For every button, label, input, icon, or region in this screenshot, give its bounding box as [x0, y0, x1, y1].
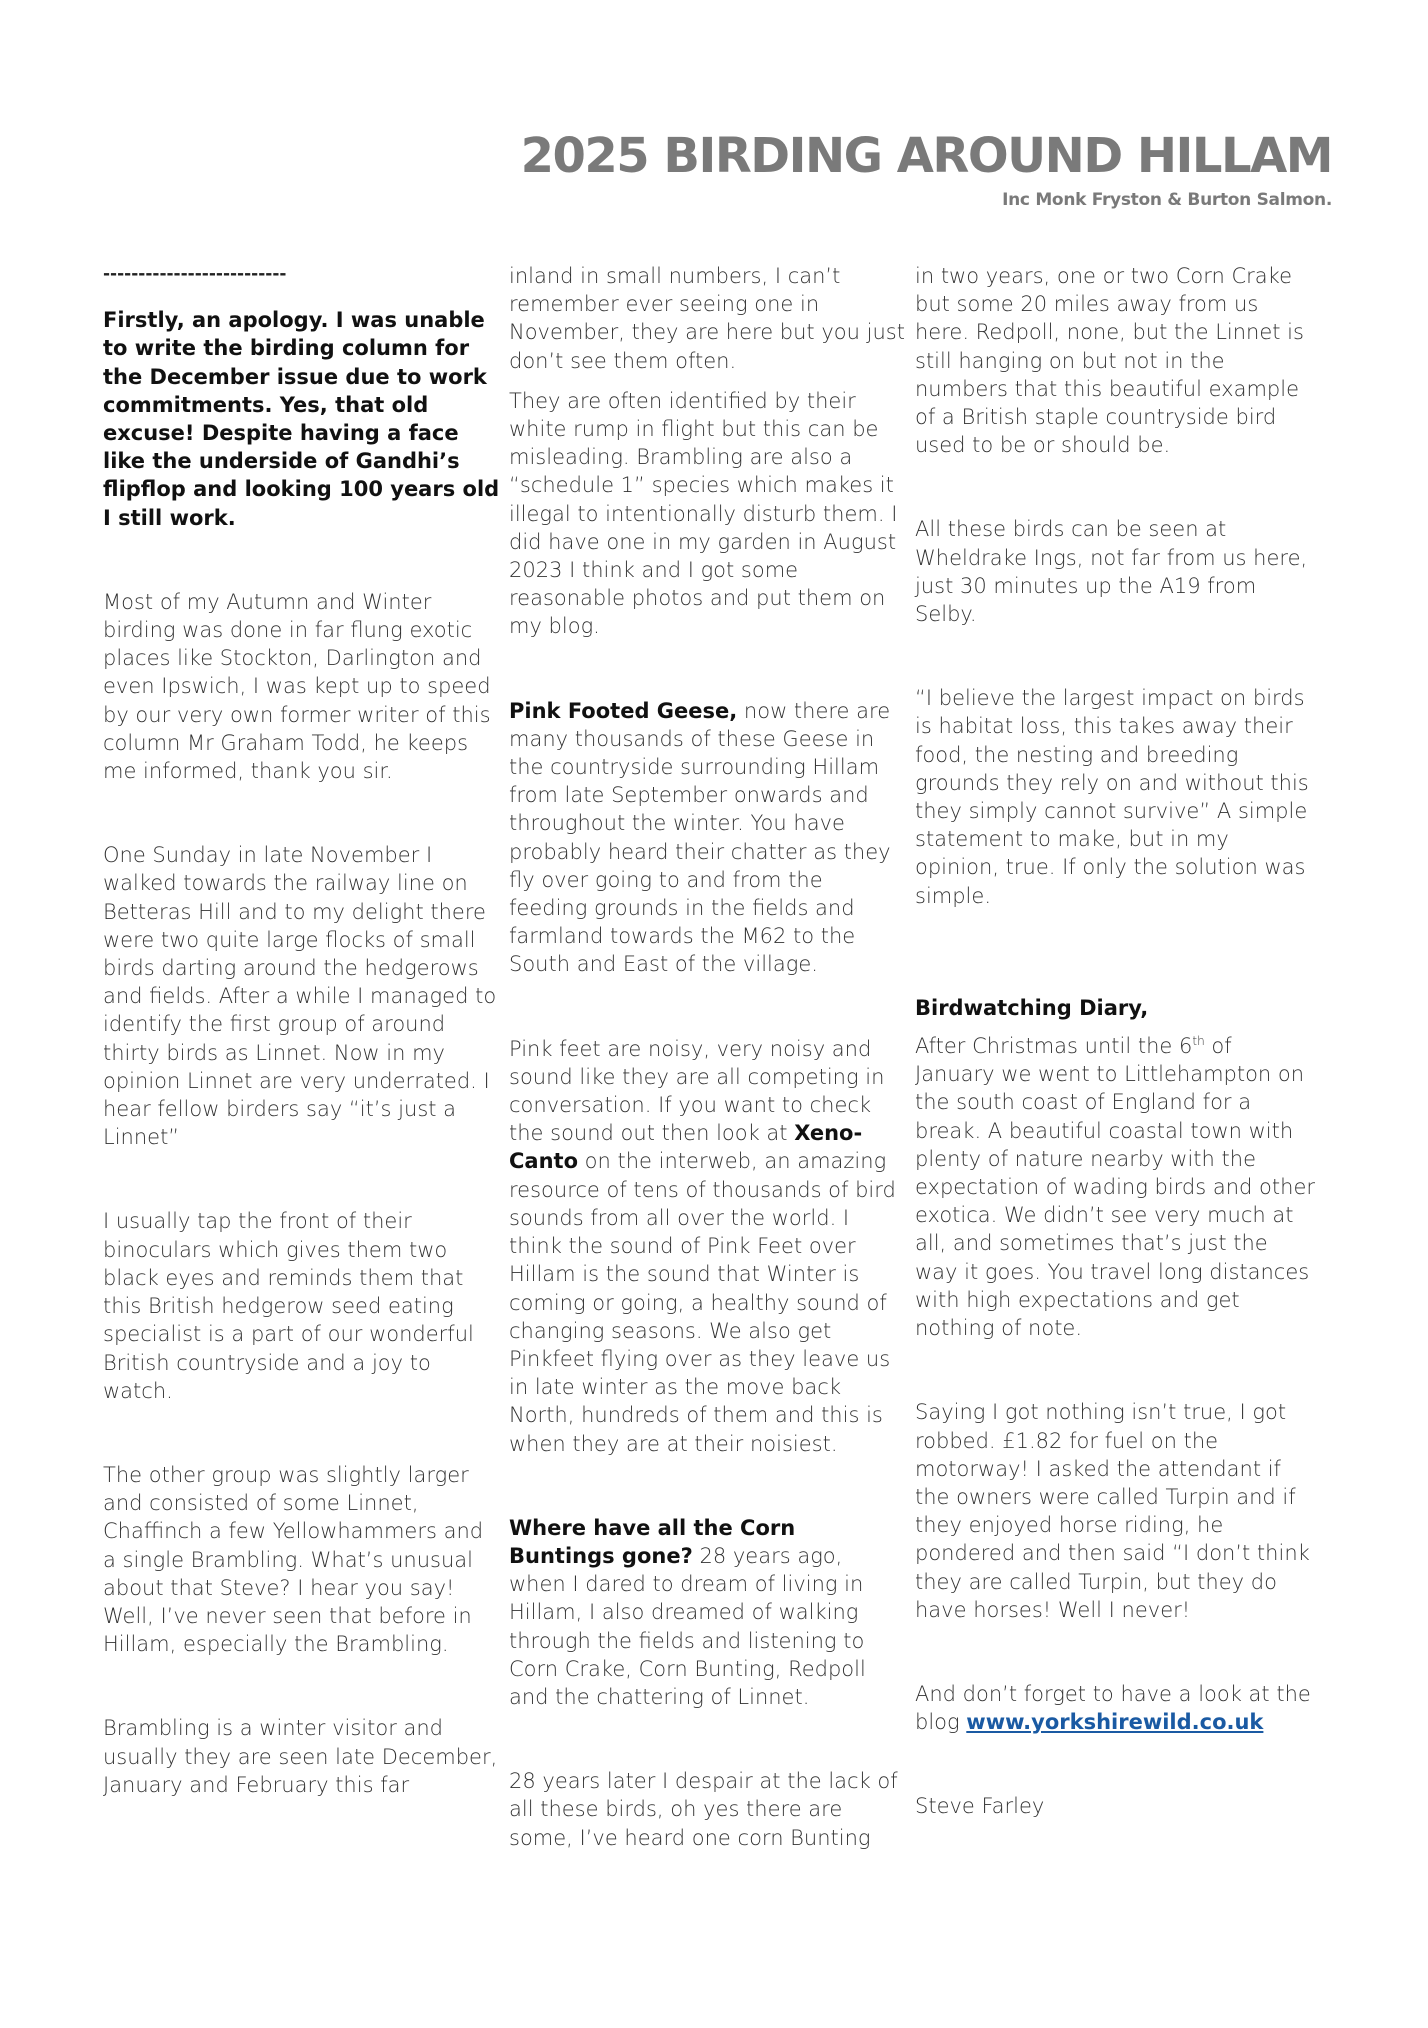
paragraph: in two years, one or two Corn Crake but some 20 miles away from us here. Redpoll, none, but the Linnet is still hanging on but not in the numbers that this beautiful example of a British staple countryside bird used to be or should be.: [915, 264, 1304, 458]
diary-paragraph: [915, 1032, 1315, 1342]
column-2: [509, 262, 905, 1852]
geese-heading: Pink Footed Geese,: [509, 698, 738, 723]
text: Pink feet are noisy, very noisy and sound like they are all competing in conversation. If you want to check the sound out then look at: [509, 1036, 885, 1146]
page-subtitle: Inc Monk Fryston & Burton Salmon.: [1002, 190, 1332, 210]
column-3: [915, 262, 1315, 1821]
paragraph: All these birds can be seen at Wheldrake Ings, not far from us here, just 30 minutes up the A19 from Selby.: [915, 517, 1308, 627]
paragraph: The other group was slightly larger and consisted of some Linnet, Chaffinch a few Yellowhammers and a single Brambling. What’s unusual about that Steve? I hear you say! Well, I’ve never seen that before in Hillam, especially the Brambling.: [103, 1462, 484, 1657]
column-1: [103, 262, 501, 1799]
divider: --------------------------: [103, 264, 287, 284]
paragraph: [509, 1035, 905, 1458]
text: After Christmas until the 6: [915, 1034, 1193, 1059]
bunting-heading: Where have all the Corn Buntings gone?: [509, 1515, 796, 1568]
blog-link[interactable]: www.yorkshirewild.co.uk: [966, 1710, 1264, 1735]
paragraph: inland in small numbers, I can’t remember ever seeing one in November, they are here but you just don’t see them often.: [509, 264, 905, 373]
bunting-text: 28 years ago, when I dared to dream of living in Hillam, I also dreamed of walking through the fields and listening to Corn Crake, Corn Bunting, Redpoll and the chattering of Linnet.: [509, 1543, 866, 1709]
text: And don’t forget to have a look at the blog: [915, 1681, 1311, 1735]
bunting-paragraph: [509, 1514, 905, 1711]
apology-paragraph: Firstly, an apology. I was unable to write the birding column for the December issue due to work commitments. Yes, that old excuse! Despite having a face like the underside of Gandhi’s flipflop and looking 100 years old I still work.: [103, 308, 500, 530]
paragraph: I usually tap the front of their binoculars which gives them two black eyes and reminds them that this British hedgerow seed eating specialist is a part of our wonderful British countryside and a joy to watch.: [103, 1209, 474, 1403]
signature: Steve Farley: [915, 1794, 1045, 1819]
geese-text: now there are many thousands of these Geese in the countryside surrounding Hillam from late September onwards and throughout the winter. You have probably heard their chatter as they fly over going to and from the feeding grounds in the fields and farmland towards the M62 to the South and East of the village.: [509, 698, 891, 977]
page-title: 2025 BIRDING AROUND HILLAM: [520, 128, 1332, 184]
paragraph: Most of my Autumn and Winter birding was done in far flung exotic places like Stockton, Darlington and even Ipswich, I was kept up to speed by our very own former writer of this column Mr Graham Todd, he keeps me informed, thank you sir.: [103, 589, 491, 784]
geese-paragraph: [509, 697, 905, 979]
text: on the interweb, an amazing resource of tens of thousands of bird sounds from all over the world. I think the sound of Pink Feet over Hillam is the sound that Winter is coming or going, a healthy sound of changing seasons. We also get Pinkfeet flying over as they leave us in late winter as the move back North, hundreds of them and this is when they are at their noisiest.: [509, 1149, 896, 1456]
superscript: th: [1192, 1034, 1205, 1049]
paragraph: One Sunday in late November I walked towards the railway line on Betteras Hill and to my delight there were two quite large flocks of small birds darting around the hedgerows and fields. After a while I managed to identify the first group of around thirty birds as Linnet. Now in my opinion Linnet are very underrated. I hear fellow birders say “it’s just a Linnet”: [103, 843, 497, 1150]
blog-paragraph: [915, 1680, 1315, 1736]
paragraph: Saying I got nothing isn’t true, I got robbed. £1.82 for fuel on the motorway! I asked the attendant if the owners were called Turpin and if they enjoyed horse riding, he pondered and then said “I don’t think they are called Turpin, but they do have horses! Well I never!: [915, 1400, 1310, 1622]
paragraph: Brambling is a winter visitor and usually they are seen late December, January and February this far: [103, 1716, 498, 1797]
quote-paragraph: “I believe the largest impact on birds is habitat loss, this takes away their food, the nesting and breeding grounds they rely on and without this they simply cannot survive” A simple statement to make, but in my opinion, true. If only the solution was simple.: [915, 686, 1309, 908]
paragraph: 28 years later I despair at the lack of all these birds, oh yes there are some, I’ve heard one corn Bunting: [509, 1769, 898, 1850]
text: of January we went to Littlehampton on the south coast of England for a break. A beautiful coastal town with plenty of nature nearby with the expectation of wading birds and other exotica. We didn’t see very much at all, and sometimes that’s just the way it goes. You travel long distances with high expectations and get nothing of note.: [915, 1034, 1315, 1341]
xeno-canto-name: Xeno-Canto: [509, 1121, 863, 1174]
paragraph: They are often identified by their white rump in flight but this can be misleading. Brambling are also a “schedule 1” species which makes it illegal to intentionally disturb them. I did have one in my garden in August 2023 I think and I got some reasonable photos and put them on my blog.: [509, 388, 898, 639]
diary-heading: Birdwatching Diary,: [915, 995, 1149, 1020]
